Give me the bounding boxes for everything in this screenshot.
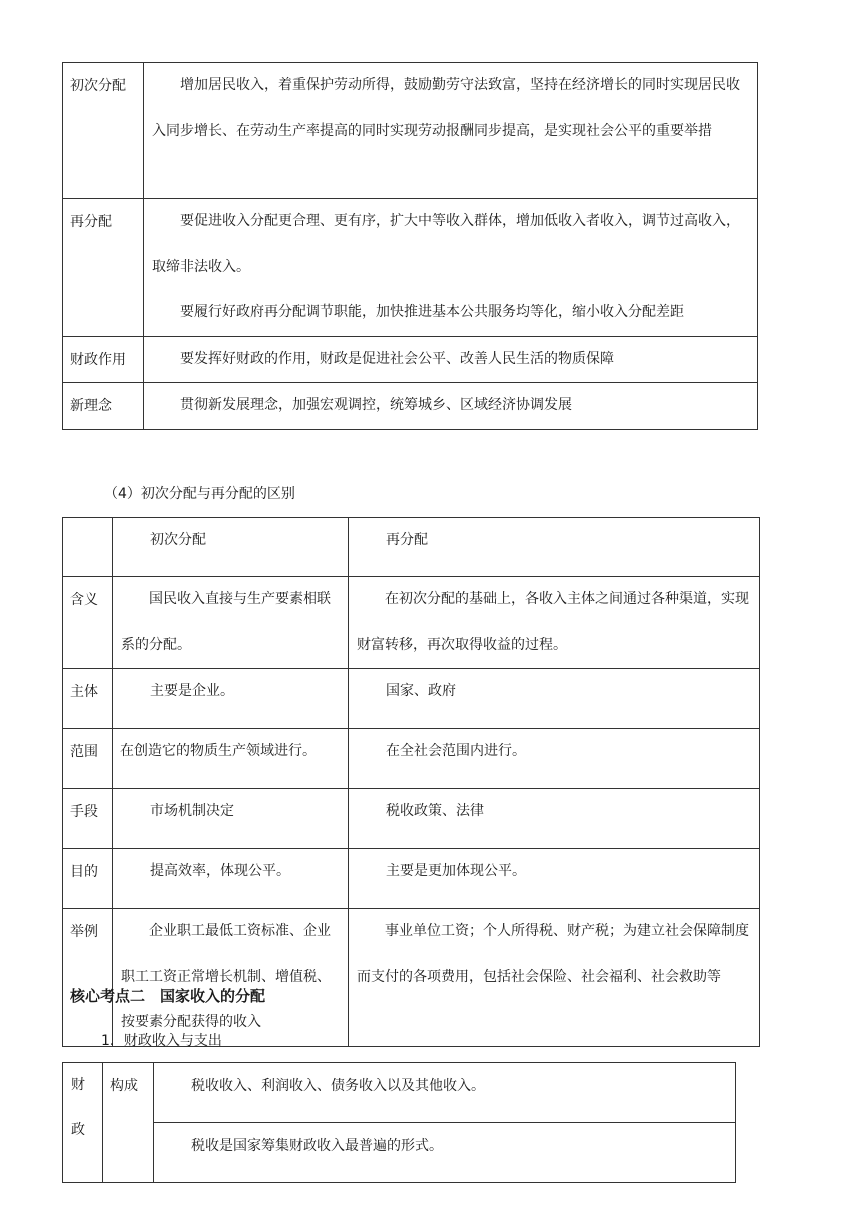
cell-first: 主要是企业。 [113, 669, 349, 729]
row-label: 举例 [63, 909, 113, 1047]
core-point-title: 核心考点二 国家收入的分配 [70, 987, 266, 1005]
paragraph: 要促进收入分配更合理、更有序，扩大中等收入群体，增加低收入者收入，调节过高收入，取缔非法收入。 [152, 213, 740, 275]
table-row [63, 849, 760, 909]
row-label: 手段 [63, 789, 113, 849]
row-label: 再分配 [63, 199, 144, 337]
row-label: 财政作用 [63, 336, 144, 383]
header-cell [63, 518, 113, 577]
table-row [63, 669, 760, 729]
paragraph: 增加居民收入，着重保护劳动所得，鼓励勤劳守法致富，坚持在经济增长的同时实现居民收入同步增长、在劳动生产率提高的同时实现劳动报酬同步提高，是实现社会公平的重要举措 [152, 77, 740, 139]
table-header-row [63, 518, 760, 577]
table-row [63, 199, 758, 337]
row-content [144, 199, 758, 337]
subsection-heading: 1．财政收入与支出 [101, 1033, 222, 1049]
cell-first: 在创造它的物质生产领域进行。 [113, 729, 349, 789]
paragraph: 贯彻新发展理念，加强宏观调控，统筹城乡、区域经济协调发展 [180, 397, 572, 413]
cell-second: 在全社会范围内进行。 [349, 729, 760, 789]
cell-first: 企业职工最低工资标准、企业职工工资正常增长机制、增值税、按要素分配获得的收入 [113, 909, 349, 1047]
table-row [63, 577, 760, 669]
row-content: 税收是国家筹集财政收入最普遍的形式。 [154, 1123, 736, 1183]
table-row [63, 789, 760, 849]
row-content [144, 336, 758, 383]
distribution-comparison-table [62, 517, 760, 1047]
table-row [63, 63, 758, 199]
cell-first: 提高效率，体现公平。 [113, 849, 349, 909]
row-label: 新理念 [63, 383, 144, 430]
section-heading: （4）初次分配与再分配的区别 [104, 486, 295, 502]
table-row [63, 1063, 736, 1123]
row-content [144, 383, 758, 430]
row-label: 主体 [63, 669, 113, 729]
header-cell: 初次分配 [113, 518, 349, 577]
fiscal-label: 财政 [63, 1063, 103, 1183]
table-row [63, 383, 758, 430]
income-distribution-table [62, 62, 758, 430]
table-row [63, 729, 760, 789]
composition-label: 构成 [103, 1063, 154, 1183]
paragraph: 要发挥好财政的作用，财政是促进社会公平、改善人民生活的物质保障 [180, 350, 614, 367]
header-cell: 再分配 [349, 518, 760, 577]
table-row [63, 336, 758, 383]
cell-second: 国家、政府 [349, 669, 760, 729]
row-content: 税收收入、利润收入、债务收入以及其他收入。 [154, 1063, 736, 1123]
cell-first: 国民收入直接与生产要素相联系的分配。 [113, 577, 349, 669]
cell-second: 主要是更加体现公平。 [349, 849, 760, 909]
row-label: 范围 [63, 729, 113, 789]
fiscal-revenue-table [62, 1062, 736, 1183]
cell-second: 事业单位工资；个人所得税、财产税；为建立社会保障制度而支付的各项费用，包括社会保险、社会福利、社会救助等 [349, 909, 760, 1047]
row-label: 含义 [63, 577, 113, 669]
cell-first: 市场机制决定 [113, 789, 349, 849]
cell-second: 在初次分配的基础上，各收入主体之间通过各种渠道，实现财富转移，再次取得收益的过程。 [349, 577, 760, 669]
row-label: 初次分配 [63, 63, 144, 199]
paragraph: 要履行好政府再分配调节职能，加快推进基本公共服务均等化，缩小收入分配差距 [180, 304, 684, 320]
table-row [63, 1123, 736, 1183]
cell-second: 税收政策、法律 [349, 789, 760, 849]
row-label: 目的 [63, 849, 113, 909]
table-row [63, 909, 760, 1047]
row-content [144, 63, 758, 199]
